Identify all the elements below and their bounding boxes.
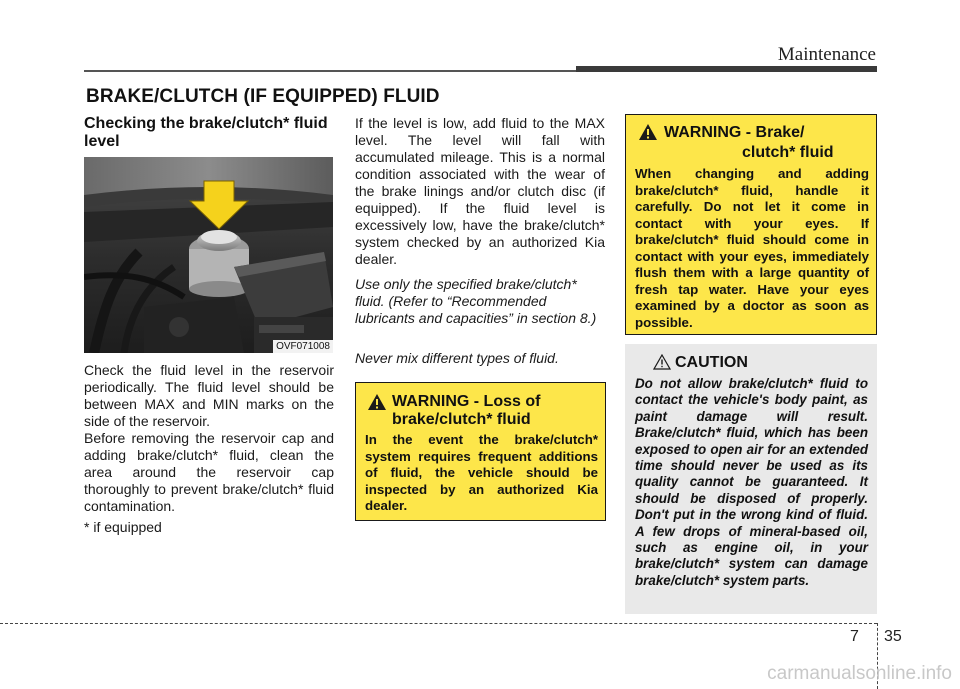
warning-title: WARNING - Brake/ bbox=[664, 124, 805, 141]
engine-bay-photo bbox=[84, 157, 333, 353]
paragraph: Check the fluid level in the reservoir periodically. The fluid level should be between MAX and MIN marks on the side of the reservoir. bbox=[84, 362, 334, 429]
caution-title: CAUTION bbox=[675, 354, 748, 371]
paragraph: Before removing the reservoir cap and adding brake/clutch* fluid, clean the area around the reservoir cap thoroughly to prevent brake/clutch* fluid contamination. bbox=[84, 430, 334, 514]
section-title: Maintenance bbox=[777, 44, 876, 65]
warning-title: brake/clutch* fluid bbox=[392, 411, 531, 428]
page-number: 35 bbox=[884, 628, 902, 645]
footnote: * if equipped bbox=[84, 519, 162, 535]
footer-rule bbox=[0, 623, 877, 624]
paragraph: If the level is low, add fluid to the MAX level. The level will fall with accumulated mileage. This is a normal condition associated with the wear of the brake linings and/or clutch disc (if equipped). If the fluid level is excessively low, have the brake/clutch* system checked by an authorized Kia dealer. bbox=[355, 115, 605, 267]
subsection-heading: Checking the brake/clutch* fluid level bbox=[84, 115, 328, 150]
warning-box-fluid bbox=[625, 114, 877, 335]
warning-text: In the event the brake/clutch* system requires frequent additions of fluid, the vehicle should be inspected by an authorized Kia dealer. bbox=[365, 432, 598, 513]
image-code: OVF071008 bbox=[273, 340, 333, 353]
warning-text: When changing and adding brake/clutch* fluid, handle it carefully. Do not let it come in contact with your eyes. If brake/clutch* fluid should come in contact with your eyes, immediately flush them with a large quantity of fresh tap water. Have your eyes examined by a doctor as soon as possible. bbox=[635, 166, 869, 330]
italic-note: Use only the specified brake/clutch* fluid. (Refer to “Recommended lubricants and capacities” in section 8.) bbox=[355, 276, 597, 326]
caution-text: Do not allow brake/clutch* fluid to contact the vehicle's body paint, as paint damage will result. Brake/clutch* fluid, which has been exposed to open air for an extended time should never be used as its quality cannot be guaranteed. It should be disposed of properly. Don't put in the wrong kind of fluid. A few drops of mineral-based oil, such as engine oil, in your brake/clutch* system can damage brake/clutch* system parts. bbox=[635, 376, 868, 588]
caution-icon bbox=[653, 354, 671, 370]
warning-icon bbox=[638, 123, 658, 141]
warning-title: WARNING - Loss of bbox=[392, 393, 541, 410]
chapter-number: 7 bbox=[850, 628, 859, 645]
page-title: BRAKE/CLUTCH (IF EQUIPPED) FLUID bbox=[86, 86, 440, 107]
header-bar bbox=[576, 66, 877, 72]
warning-title: clutch* fluid bbox=[742, 144, 834, 161]
warning-icon bbox=[367, 393, 387, 411]
warning-box-loss bbox=[355, 382, 606, 521]
caution-box bbox=[625, 344, 877, 614]
italic-note: Never mix different types of fluid. bbox=[355, 350, 559, 366]
header-rule bbox=[84, 70, 576, 72]
watermark: carmanualsonline.info bbox=[767, 663, 952, 684]
